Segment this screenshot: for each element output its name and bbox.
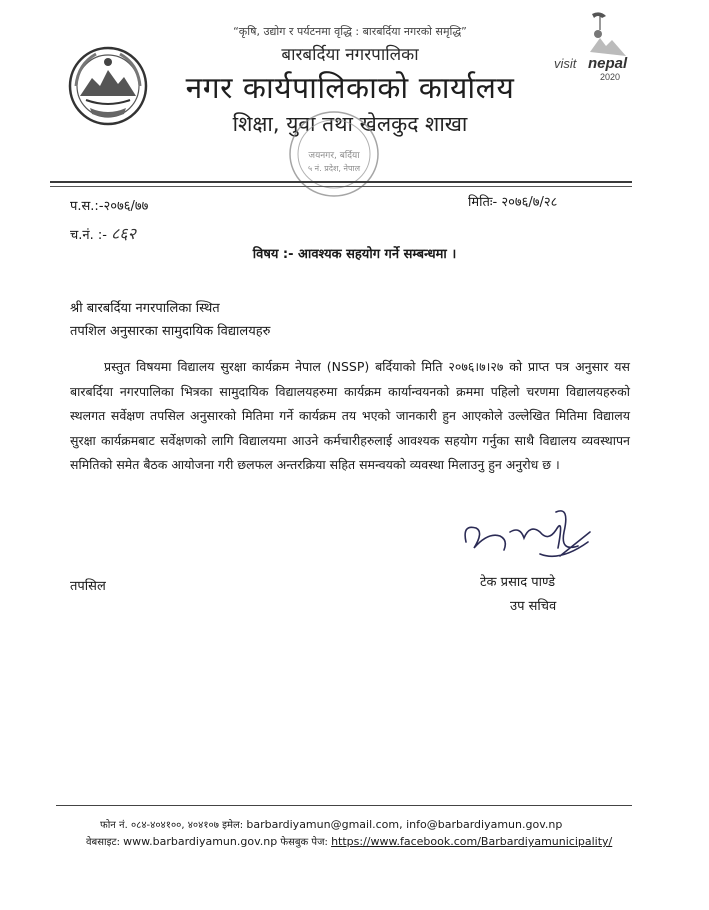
footer-web-line [86,834,612,848]
letter-body: प्रस्तुत विषयमा विद्यालय सुरक्षा कार्यक्रम नेपाल (NSSP) बर्दियाको मिति २०७६।७।२७ को प्राप्त पत्र अनुसार यस बारबर्दिया नगरपालिका भित्रका सामुदायिक विद्यालयहरुमा कार्यक्रम कार्यान्वयनको क्रममा पहिलो चरणमा विद्यालयहरुको स्थलगत सर्वेक्षण तपसिल अनुसारको मितिमा गर्ने कार्यक्रम तय भएको जानकारी हुन आएकोले उल्लेखित मितिमा विद्यालय सुरक्षा कार्यक्रमबाट सर्वेक्षणको लागि विद्यालयमा आउने कर्मचारीहरुलाई आवश्यक सहयोग गर्नुका साथै विद्यालय व्यवस्थापन समितिको समेत बैठक आयोजना गरी छलफल अन्तरक्रिया सहित समन्वयको व्यवस्था मिलाउनु हुन अनुरोध छ । [70,359,630,472]
svg-text:nepal: nepal [588,55,628,72]
signatory-title: उप सचिव [510,599,557,614]
website-label: वेबसाइट: [86,837,120,848]
header-divider-thin [50,186,632,187]
svg-text:visit: visit [554,56,577,71]
addressee-line-2: तपशिल अनुसारका सामुदायिक विद्यालयहरु [70,324,271,339]
visit-nepal-logo-icon [548,8,644,88]
seal-line-1: जयनगर, बर्दिया [308,151,360,161]
government-emblem-icon [66,44,150,126]
dispatch-value-handwritten: ८६२ [110,224,136,243]
municipality-name: बारबर्दिया नगरपालिका [281,45,419,65]
letter-subject: विषय :- आवश्यक सहयोग गर्ने सम्बन्धमा । [252,247,457,262]
addressee-line-1: श्री बारबर्दिया नगरपालिका स्थित [70,301,220,316]
footer-contact-line [100,817,562,831]
office-name: नगर कार्यपालिकाको कार्यालय [185,71,515,106]
dispatch-number [70,222,136,244]
signatory-name: टेक प्रसाद पाण्डे [480,575,556,590]
phone-label: फोन नं. [100,820,128,831]
phone-value: ०८४-४०४१००, ४०४१०७ [130,820,219,831]
letterhead-motto: “कृषि, उद्योग र पर्यटनमा वृद्धि : बारबर्दिया नगरको समृद्धि” [233,25,467,38]
facebook-label: फेसबुक पेज: [280,837,328,848]
handwritten-signature [460,502,600,574]
letter-date: मितिः- २०७६/७/२८ [468,195,558,210]
facebook-link[interactable]: https://www.facebook.com/Barbardiyamunicipality/ [331,835,613,848]
dispatch-label: च.नं. :- [70,228,107,243]
header-divider [50,181,632,183]
seal-line-2: ५ नं. प्रदेश, नेपाल [307,164,361,173]
website-link[interactable]: www.barbardiyamun.gov.np [123,835,278,848]
email-label: इमेल: [222,820,244,831]
footer-divider [56,805,632,806]
enclosure-label: तपसिल [70,579,106,594]
branch-name: शिक्षा, युवा तथा खेलकुद शाखा [232,112,468,136]
reference-number: प.स.:-२०७६/७७ [70,199,149,214]
svg-text:2020: 2020 [600,72,621,82]
email-value[interactable]: barbardiyamun@gmail.com, info@barbardiyamun.gov.np [246,818,563,831]
